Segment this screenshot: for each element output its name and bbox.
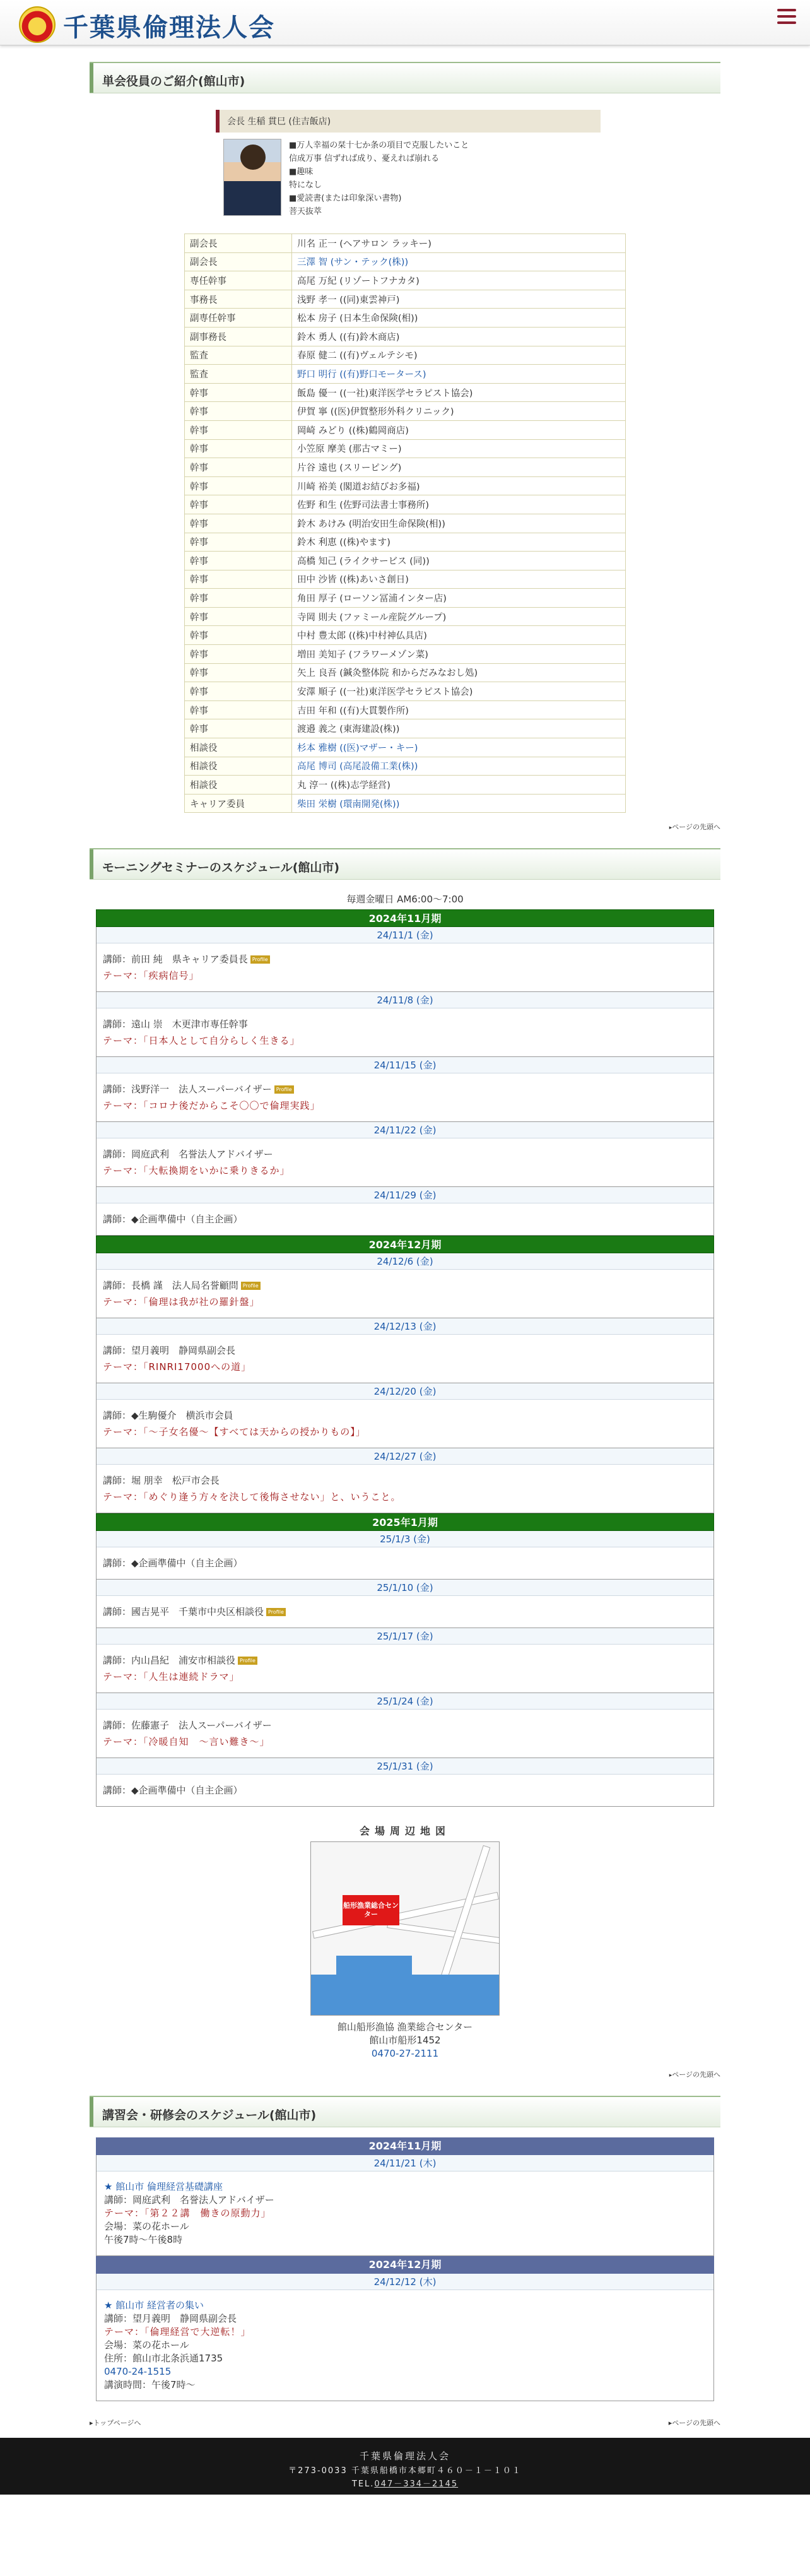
officer-name: 松本 房子 (日本生命保険(相)) (292, 309, 626, 328)
officer-row (185, 776, 626, 795)
officer-name: 岡崎 みどり ((株)鶴岡商店) (292, 420, 626, 439)
officer-name: 鈴木 利恵 ((株)やます) (292, 533, 626, 552)
profile-button[interactable]: Profile (238, 1657, 257, 1665)
speaker: 講師：岡庭武利 名誉法人アドバイザー (103, 1149, 273, 1161)
theme: テーマ：「冷暖自知 ～言い難き～」 (103, 1736, 270, 1748)
seminar-body (97, 2290, 713, 2401)
speaker: 講師：遠山 崇 木更津市専任幹事 (103, 1019, 248, 1031)
officer-row (185, 476, 626, 495)
officer-role: 副専任幹事 (185, 309, 292, 328)
seminar-entry (96, 2274, 714, 2401)
entry-body (97, 1465, 713, 1513)
entry-body (97, 1335, 713, 1383)
officer-name: 春原 健二 ((有)ヴェルテシモ) (292, 346, 626, 365)
hamburger-icon[interactable] (777, 9, 796, 28)
officer-role: 幹事 (185, 663, 292, 682)
seminar-line: 講師：岡庭武利 名誉法人アドバイザー (104, 2194, 274, 2206)
profile-button[interactable]: Profile (250, 955, 270, 964)
officer-row (185, 458, 626, 477)
theme: テーマ：「～子女名優～【すべては天からの授かりもの】」 (103, 1426, 366, 1438)
officer-row (185, 682, 626, 701)
map-title: 会場周辺地図 (359, 1825, 450, 1838)
entry-date: 24/11/21 (木) (97, 2155, 713, 2171)
theme: テーマ：「疾病信号」 (103, 970, 199, 982)
officer-role: 幹事 (185, 476, 292, 495)
officer-role: 幹事 (185, 383, 292, 402)
footer-name: 千葉県倫理法人会 (359, 2450, 450, 2462)
profile-button[interactable]: Profile (266, 1608, 286, 1616)
officer-name: 高橋 知己 (ライクサービス (同)) (292, 552, 626, 570)
venue-tel[interactable]: 0470-27-2111 (371, 2048, 439, 2060)
speaker: 講師：堀 朋幸 松戸市会長 (103, 1475, 220, 1487)
schedule-entry (96, 1758, 714, 1807)
seminar-body (97, 2171, 713, 2255)
officer-role: 幹事 (185, 514, 292, 533)
officer-row (185, 402, 626, 421)
profile-line: 特になし (289, 180, 322, 190)
entry-date: 25/1/10 (金) (97, 1580, 713, 1596)
site-title[interactable]: 千葉県倫理法人会 (63, 13, 275, 42)
officer-name (292, 252, 626, 271)
entry-body (97, 1775, 713, 1806)
schedule-entry (96, 1383, 714, 1448)
officer-name: 高尾 万紀 (リゾートフナカタ) (292, 271, 626, 290)
theme: テーマ：「RINRI17000への道」 (103, 1361, 252, 1373)
officer-role: 幹事 (185, 607, 292, 626)
seminar-heading: 講習会・研修会のスケジュール(館山市) (90, 2096, 720, 2127)
theme: テーマ：「倫理は我が社の羅針盤」 (103, 1296, 260, 1308)
schedule-entry (96, 1628, 714, 1693)
officer-name: 田中 沙皆 ((株)あいさ創日) (292, 570, 626, 589)
officer-row (185, 645, 626, 664)
officer-role: 幹事 (185, 719, 292, 738)
profile-line: 菩天抜萃 (289, 207, 322, 216)
officer-name (292, 757, 626, 776)
officer-role: 事務長 (185, 290, 292, 309)
schedule-entry (96, 1057, 714, 1122)
officer-name: 飯島 優一 ((一社)東洋医学セラピスト協会) (292, 383, 626, 402)
seminar-schedule (96, 2137, 714, 2401)
officer-row (185, 309, 626, 328)
officers-table (184, 233, 626, 813)
seminar-line: ★ 館山市 倫理経営基礎講座 (104, 2181, 223, 2193)
officer-role: 幹事 (185, 533, 292, 552)
site-footer: 千葉県倫理法人会 〒273-0033 千葉県船橋市本郷町４６０－１－１０１ TEL.047－334－2145 (0, 2438, 810, 2495)
officer-name: 片谷 遠也 (スリーピング) (292, 458, 626, 477)
seminar-line: 会場：菜の花ホール (104, 2339, 189, 2351)
speaker: 講師：國吉晃平 千葉市中央区相談役 Profile (103, 1604, 707, 1620)
seminar-line: 住所：館山市北条浜通1735 (104, 2353, 223, 2365)
officer-name: 鈴木 勇人 ((有)鈴木商店) (292, 327, 626, 346)
seminar-line: 講師：望月義明 静岡県副会長 (104, 2313, 237, 2325)
officer-row (185, 290, 626, 309)
officer-name: 丸 淳一 ((株)志学経営) (292, 776, 626, 795)
officer-role: 相談役 (185, 738, 292, 757)
officer-name: 増田 美知子 (フラワーメゾン菜) (292, 645, 626, 664)
theme: テーマ：「人生は連続ドラマ」 (103, 1671, 240, 1683)
officer-link[interactable]: 杉本 雅樹 ((医)マザー・キー) (297, 743, 418, 753)
schedule-entry (96, 1253, 714, 1318)
morning-schedule (96, 909, 714, 1807)
entry-date: 24/12/27 (金) (97, 1448, 713, 1465)
schedule-entry (96, 1448, 714, 1513)
officers-heading: 単会役員のご紹介(館山市) (90, 62, 720, 93)
schedule-entry (96, 1318, 714, 1383)
officer-name (292, 365, 626, 384)
to-top-link[interactable]: ▸ページの先頭へ (669, 823, 720, 832)
logo-icon[interactable] (19, 6, 56, 43)
seminar-line: 0470-24-1515 (104, 2366, 172, 2378)
officer-name: 渡邉 義之 (東海建設(株)) (292, 719, 626, 738)
officer-row (185, 757, 626, 776)
entry-date: 24/11/22 (金) (97, 1122, 713, 1138)
theme: テーマ：「めぐり逢う方々を決して後悔させない」と、いうこと。 (103, 1491, 401, 1503)
entry-date: 24/12/6 (金) (97, 1253, 713, 1270)
entry-date: 24/12/13 (金) (97, 1318, 713, 1335)
officer-role: 専任幹事 (185, 271, 292, 290)
footer-tel[interactable]: 047－334－2145 (374, 2479, 459, 2490)
entry-body (97, 1138, 713, 1186)
officer-role: 幹事 (185, 700, 292, 719)
officer-role: キャリア委員 (185, 794, 292, 813)
officer-row (185, 365, 626, 384)
entry-date: 24/11/8 (金) (97, 992, 713, 1008)
officer-link[interactable]: 三澤 智 (サン・テック(株)) (297, 257, 409, 268)
speaker: 講師：浅野洋一 法人スーパーバイザー Profile (103, 1081, 707, 1097)
entry-body (97, 1710, 713, 1758)
president-photo (223, 139, 281, 216)
officer-link[interactable]: 野口 明行 ((有)野口モータース) (297, 369, 426, 380)
month-header: 2024年12月期 (96, 2256, 714, 2274)
officer-name: 佐野 和生 (佐野司法書士事務所) (292, 495, 626, 514)
officer-role: 幹事 (185, 645, 292, 664)
officer-name: 浅野 孝一 ((同)東雲神戸) (292, 290, 626, 309)
top-page-link[interactable]: ▸トップページへ (90, 2419, 141, 2428)
morning-heading: モーニングセミナーのスケジュール(館山市) (90, 848, 720, 880)
speaker: 講師：長橋 謹 法人局名誉顧問 Profile (103, 1277, 707, 1294)
officer-row (185, 738, 626, 757)
officer-row (185, 533, 626, 552)
schedule-entry (96, 1531, 714, 1580)
officer-role: 幹事 (185, 589, 292, 608)
officer-row (185, 794, 626, 813)
profile-button[interactable]: Profile (241, 1282, 261, 1290)
officers-section (90, 62, 720, 832)
entry-date: 25/1/24 (金) (97, 1693, 713, 1710)
officer-row (185, 327, 626, 346)
officer-row (185, 514, 626, 533)
speaker: 講師：◆企画準備中（自主企画） (103, 1557, 243, 1569)
entry-date: 24/12/12 (木) (97, 2274, 713, 2290)
officer-row (185, 271, 626, 290)
schedule-entry (96, 1693, 714, 1758)
entry-body (97, 1073, 713, 1121)
officer-row (185, 626, 626, 645)
officer-name: 川崎 裕美 (閣道お結びお多福) (292, 476, 626, 495)
officer-role: 幹事 (185, 402, 292, 421)
officer-row (185, 439, 626, 458)
entry-date: 25/1/17 (金) (97, 1628, 713, 1645)
entry-body (97, 943, 713, 991)
entry-date: 24/11/29 (金) (97, 1187, 713, 1203)
schedule-entry (96, 1122, 714, 1187)
officer-row (185, 589, 626, 608)
officer-name: 鈴木 あけみ (明治安田生命保険(相)) (292, 514, 626, 533)
officer-row (185, 700, 626, 719)
officer-role: 幹事 (185, 552, 292, 570)
officer-name: 矢上 良吾 (鍼灸整体院 和からだみなおし処) (292, 663, 626, 682)
entry-date: 24/11/1 (金) (97, 927, 713, 943)
officer-role: 幹事 (185, 495, 292, 514)
entry-body (97, 1008, 713, 1056)
officer-name: 寺岡 則夫 (ファミール産院グループ) (292, 607, 626, 626)
month-header: 2024年11月期 (96, 2137, 714, 2155)
speaker: 講師：◆企画準備中（自主企画） (103, 1785, 243, 1797)
officer-row (185, 234, 626, 253)
footer-address: 〒273-0033 千葉県船橋市本郷町４６０－１－１０１ (288, 2466, 522, 2476)
seminar-entry (96, 2155, 714, 2256)
officer-row (185, 719, 626, 738)
seminar-section (90, 2096, 720, 2428)
entry-body (97, 1400, 713, 1448)
officer-name: 安澤 順子 ((一社)東洋医学セラピスト協会) (292, 682, 626, 701)
officer-role: 幹事 (185, 439, 292, 458)
officer-row (185, 383, 626, 402)
officer-name: 川名 正一 (ヘアサロン ラッキー) (292, 234, 626, 253)
officer-name: 中村 豊太郎 ((株)中村神仏具店) (292, 626, 626, 645)
entry-body (97, 1596, 713, 1628)
officer-role: 相談役 (185, 757, 292, 776)
officer-name (292, 738, 626, 757)
entry-body (97, 1270, 713, 1318)
to-top-link[interactable]: ▸ページの先頭へ (669, 2071, 720, 2079)
president-bar: 会長 生稲 貫巳 (住吉飯店) (216, 110, 601, 133)
officer-row (185, 570, 626, 589)
month-header: 2025年1月期 (96, 1513, 714, 1531)
seminar-line: テーマ：「第２２講 働きの原動力」 (104, 2207, 271, 2219)
officer-role: 幹事 (185, 458, 292, 477)
map-flag: 船形漁業総合センター (343, 1895, 399, 1925)
schedule-entry (96, 1187, 714, 1236)
theme: テーマ：「日本人として自分らしく生きる」 (103, 1035, 300, 1047)
theme: テーマ：「コロナ後だからこそ〇〇で倫理実践」 (103, 1100, 320, 1112)
officer-row (185, 420, 626, 439)
officer-role: 相談役 (185, 776, 292, 795)
president-profile (289, 139, 469, 218)
seminar-line: テーマ：「倫理経営で大逆転！」 (104, 2326, 251, 2338)
officer-role: 幹事 (185, 570, 292, 589)
officer-role: 副事務長 (185, 327, 292, 346)
officer-role: 副会長 (185, 234, 292, 253)
speaker: 講師：◆企画準備中（自主企画） (103, 1214, 243, 1226)
speaker: 講師：前田 純 県キャリア委員長 Profile (103, 951, 707, 967)
seminar-line: 講演時間：午後7時～ (104, 2379, 196, 2391)
seminar-line: ★ 館山市 経営者の集い (104, 2300, 204, 2312)
month-header: 2024年11月期 (96, 909, 714, 927)
seminar-line: 午後7時～午後8時 (104, 2234, 183, 2246)
officer-row (185, 346, 626, 365)
speaker: 講師：内山昌紀 浦安市相談役 Profile (103, 1652, 707, 1669)
schedule-time: 毎週金曜日 AM6:00～7:00 (346, 894, 464, 906)
entry-body (97, 1645, 713, 1693)
officer-row (185, 495, 626, 514)
profile-line: 信成万事 信ずれば成り、憂えれば崩れる (289, 154, 440, 163)
entry-date: 24/12/20 (金) (97, 1383, 713, 1400)
entry-body (97, 1203, 713, 1235)
officer-row (185, 607, 626, 626)
speaker: 講師：望月義明 静岡県副会長 (103, 1345, 236, 1357)
profile-button[interactable]: Profile (274, 1085, 294, 1094)
officer-row (185, 663, 626, 682)
schedule-entry (96, 1580, 714, 1628)
profile-line: ■万人幸福の栞十七か条の項目で克服したいこと (289, 141, 469, 150)
officer-name: 吉田 年和 ((有)大貫製作所) (292, 700, 626, 719)
venue-map[interactable] (310, 1841, 500, 2016)
venue-info (96, 2021, 714, 2060)
officer-name: 角田 厚子 (ローソン冨浦インター店) (292, 589, 626, 608)
officer-link[interactable]: 柴田 栄樹 (環南開発(株)) (297, 799, 400, 810)
officer-name: 小笠原 摩美 (那古マミー) (292, 439, 626, 458)
entry-date: 24/11/15 (金) (97, 1057, 713, 1073)
officer-role: 幹事 (185, 420, 292, 439)
officer-role: 監査 (185, 365, 292, 384)
theme: テーマ：「大転換期をいかに乗りきるか」 (103, 1165, 290, 1177)
entry-body (97, 1547, 713, 1579)
entry-date: 25/1/31 (金) (97, 1758, 713, 1775)
morning-section (90, 848, 720, 2079)
schedule-entry (96, 927, 714, 992)
officer-row (185, 552, 626, 570)
officer-row (185, 252, 626, 271)
venue-name: 館山船形漁協 漁業総合センター (337, 2021, 473, 2033)
officer-name: 伊賀 寧 ((医)伊賀整形外科クリニック) (292, 402, 626, 421)
seminar-line: 会場：菜の花ホール (104, 2221, 189, 2233)
officer-role: 副会長 (185, 252, 292, 271)
officer-name (292, 794, 626, 813)
officer-role: 監査 (185, 346, 292, 365)
profile-line: ■愛読書(または印象深い書物) (289, 194, 402, 203)
officer-role: 幹事 (185, 626, 292, 645)
officer-role: 幹事 (185, 682, 292, 701)
month-header: 2024年12月期 (96, 1236, 714, 1253)
site-header (0, 0, 810, 45)
speaker: 講師：◆生駒優介 横浜市会員 (103, 1410, 233, 1422)
entry-date: 25/1/3 (金) (97, 1531, 713, 1547)
president-box (216, 110, 601, 225)
venue-address: 館山市船形1452 (369, 2035, 441, 2047)
schedule-entry (96, 992, 714, 1057)
profile-line: ■趣味 (289, 167, 314, 177)
speaker: 講師：佐藤憲子 法人スーパーバイザー (103, 1720, 272, 1732)
officer-link[interactable]: 高尾 博司 (高尾設備工業(株)) (297, 762, 418, 772)
to-top-link[interactable]: ▸ページの先頭へ (668, 2419, 720, 2428)
